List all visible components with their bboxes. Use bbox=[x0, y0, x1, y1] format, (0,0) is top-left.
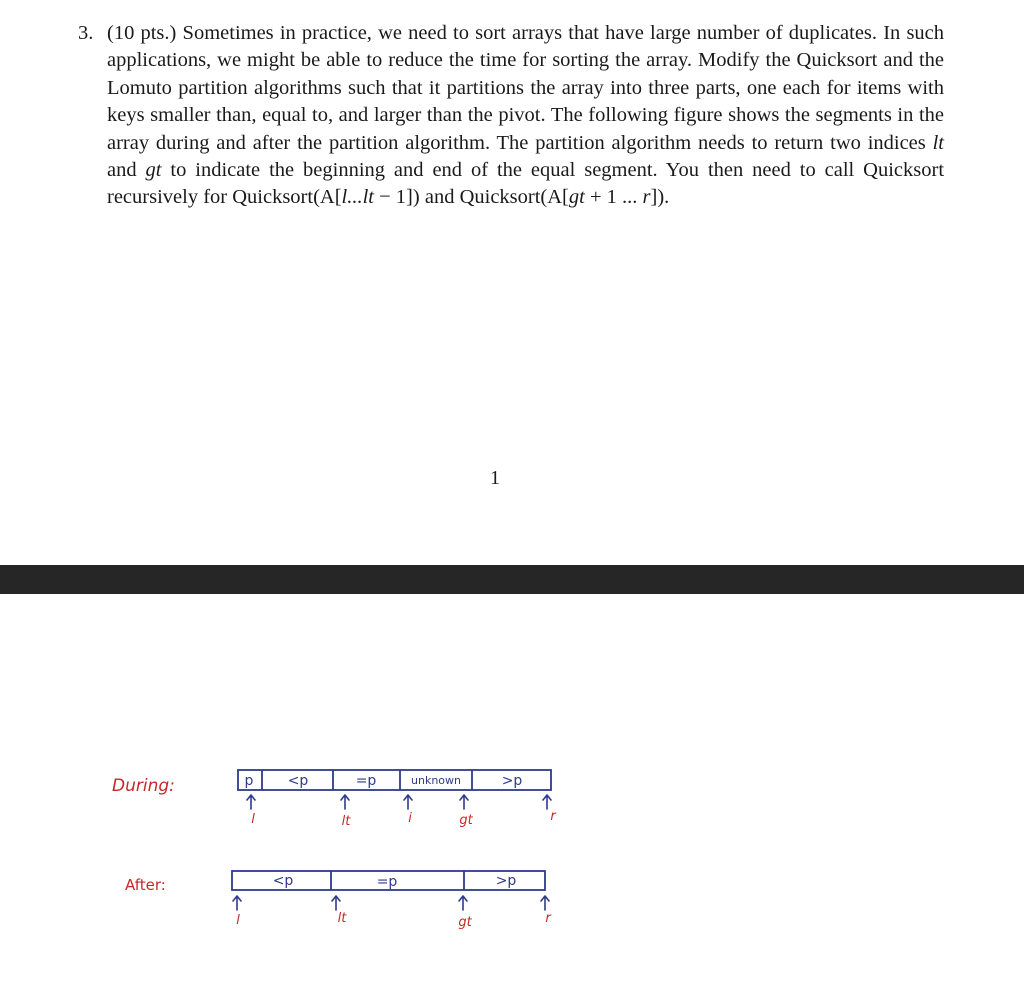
after-pointer-lt: lt bbox=[337, 911, 347, 926]
after-pointer-gt: gt bbox=[458, 915, 472, 930]
problem-points: (10 pts.) bbox=[107, 22, 177, 44]
during-pointer-l: l bbox=[251, 812, 255, 827]
problem-text-a: Sometimes in practice, we need to sort arrays that have large number of duplicates. In such applications, we might be able to reduce the time for sorting the array. Modify the Quicksort and the Lomuto partition algorithms such that it partitions the array into three parts, one each for items with keys smaller than, equal to, and larger than the pivot. The following figure shows the segments in the array during and after the partition algorithm. The partition algorithm needs to return two indices bbox=[107, 22, 945, 154]
pointer-arrow-icon bbox=[459, 896, 467, 910]
index-gt: gt bbox=[145, 159, 162, 182]
during-label: During: bbox=[112, 776, 175, 796]
after-segment-less: <p bbox=[272, 873, 294, 889]
call2-mid: + 1 ... bbox=[584, 186, 643, 209]
during-segment-greater: >p bbox=[501, 773, 523, 789]
pointer-arrow-icon bbox=[543, 795, 551, 809]
after-pointer-r: r bbox=[545, 911, 551, 926]
call2-r: r bbox=[642, 186, 651, 209]
pointer-arrow-icon bbox=[332, 896, 340, 910]
during-pointer-r: r bbox=[550, 809, 556, 824]
call2-gt: gt bbox=[568, 186, 585, 209]
during-segment-pivot: p bbox=[244, 773, 254, 789]
pointer-arrow-icon bbox=[247, 795, 255, 809]
after-segment-greater: >p bbox=[495, 873, 517, 889]
call1-tail: − 1]) and Quicksort(A[ bbox=[374, 186, 569, 209]
after-segment-equal: =p bbox=[376, 874, 398, 890]
after-label: After: bbox=[125, 876, 166, 894]
page-number: 1 bbox=[490, 467, 500, 489]
problem-and: and bbox=[107, 159, 137, 182]
pointer-arrow-icon bbox=[460, 795, 468, 809]
during-pointer-lt: lt bbox=[341, 814, 351, 829]
problem-text-b: to indicate the beginning and end of the equal segment. You then need to call Quicksort recursively for Quicksort(A[ bbox=[107, 159, 945, 209]
during-pointer-i: i bbox=[408, 811, 412, 826]
call2-end: ]). bbox=[650, 186, 670, 209]
pointer-arrow-icon bbox=[233, 896, 241, 910]
after-pointer-l: l bbox=[236, 913, 240, 928]
during-segment-unknown: unknown bbox=[411, 774, 461, 787]
pointer-arrow-icon bbox=[541, 896, 549, 910]
problem-number: 3. bbox=[78, 22, 94, 44]
index-lt: lt bbox=[932, 131, 945, 154]
during-segment-equal: =p bbox=[355, 773, 377, 789]
call1-range: l...lt bbox=[341, 186, 374, 209]
during-pointer-gt: gt bbox=[459, 813, 473, 828]
during-segment-less: <p bbox=[287, 773, 309, 789]
pointer-arrow-icon bbox=[404, 795, 412, 809]
pointer-arrow-icon bbox=[341, 795, 349, 809]
